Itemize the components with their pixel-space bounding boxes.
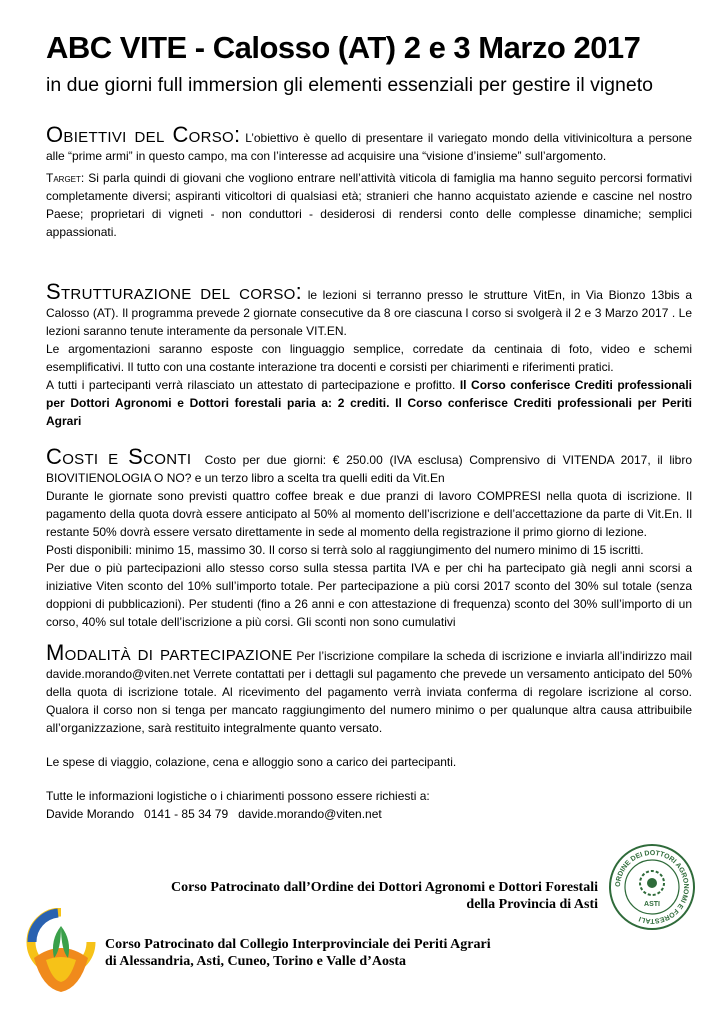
strutturazione-text-3: A tutti i partecipanti verrà rilasciato un attestato di partecipazione e profitto. xyxy=(46,378,456,392)
target-label: Target: xyxy=(46,171,85,185)
seal-ring-text: ORDINE DEI DOTTORI AGRONOMI E FORESTALI xyxy=(614,849,690,925)
strutturazione-text-2: Le argomentazioni saranno esposte con linguaggio semplice, corredate da centinaia di foto, video e schemi esemplificativi. Il tutto con una costante interazione tra docenti e corsisti per chiarimenti e riferimenti pratici. xyxy=(46,342,692,374)
strutturazione-text-1: le lezioni si terranno presso le strutture VitEn, in Via Bionzo 13bis a Calosso (AT). Il programma prevede 2 giornate consecutive da 8 ore ciascuna l corso si svolgerà il 2 e 3 Marzo 2017 . Le lezioni saranno tenute interamente da personale VIT.EN. xyxy=(46,288,693,338)
costi-text-3: Posti disponibili: minimo 15, massimo 30. Il corso si terrà solo al raggiungimento del numero minimo di 15 iscritti. xyxy=(46,543,644,557)
costi-text-1: Costo per due giorni: € 250.00 (IVA esclusa) Comprensivo di VITENDA 2017, il libro BIOVITIENOLOGIA O NO? e un terzo libro a scelta tra quelli editi da Vit.En xyxy=(46,453,693,485)
section-strutturazione xyxy=(46,279,693,430)
target-text: Si parla quindi di giovani che vogliono entrare nell’attività viticola di famiglia ma hanno seguito percorsi formativi completamente diversi; aspiranti viticoltori di qualsiasi età; stranieri che hanno acquistato aziende e cascine nel nostro Paese; proprietari di vigneti - non conduttori - desiderosi di rendersi conto delle complesse dinamiche; semplici appassionati. xyxy=(46,171,692,239)
patronage-line-3: Corso Patrocinato dal Collegio Interprovinciale dei Periti Agrari xyxy=(105,937,491,952)
modalita-text-3: Tutte le informazioni logistiche o i chiarimenti possono essere richiesti a: xyxy=(46,789,430,803)
ordine-agronomi-seal-icon xyxy=(608,843,696,931)
page-title: ABC VITE - Calosso (AT) 2 e 3 Marzo 2017 xyxy=(46,30,641,65)
heading-modalita: Modalità di partecipazione xyxy=(46,640,293,665)
periti-agrari-logo-icon xyxy=(20,908,102,996)
page-subtitle: in due giorni full immersion gli elementi essenziali per gestire il vigneto xyxy=(46,74,653,96)
costi-text-2: Durante le giornate sono previsti quattro coffee break e due pranzi di lavoro COMPRESI nella quota di iscrizione. Il pagamento della quota dovrà essere anticipato al 50% al momento dell’iscrizione e dell’accettazione da parte di Vit.En. Il restante 50% dovrà essere versato direttamente in sede al momento della registrazione il primo giorno di lezione. xyxy=(46,489,692,539)
patronage-line-4: di Alessandria, Asti, Cuneo, Torino e Valle d’Aosta xyxy=(105,954,407,969)
costi-text-4: Per due o più partecipazioni allo stesso corso sulla stessa partita IVA e per chi ha partecipato già negli anni scorsi a iniziative Viten sconto del 10% sull’importo totale. Per partecipazione a più corsi 2017 sconto del 30% sul totale (senza doppioni di pubblicazioni). Per studenti (fino a 26 anni e con attestazione di frequenza) sconto del 30% sull’importo di un corso, 40% sul totale dell’iscrizione a più corsi. Gli sconti non sono cumulativi xyxy=(46,561,692,629)
heading-costi: Costi e Sconti xyxy=(46,444,192,469)
heading-strutturazione: Strutturazione del corso: xyxy=(46,279,303,304)
seal-center-text: ASTI xyxy=(644,901,660,908)
patronage-agronomi xyxy=(110,879,598,913)
section-costi xyxy=(46,444,693,631)
crediti-text: Il Corso conferisce Crediti professionali per Dottori Agronomi e Dottori forestali paria a: 2 crediti. Il Corso conferisce Crediti professionali per Periti Agrari xyxy=(46,378,692,428)
patronage-line-1: Corso Patrocinato dall’Ordine dei Dottori Agronomi e Dottori Forestali xyxy=(171,880,598,895)
patronage-periti xyxy=(105,936,565,970)
contact-line: Davide Morando 0141 - 85 34 79 davide.morando@viten.net xyxy=(46,807,382,821)
section-modalita xyxy=(46,640,693,823)
obiettivi-text: L’obiettivo è quello di presentare il variegato mondo della vitivinicoltura a persone alle “prime armi” in questo campo, ma con l’interesse ad acquisire una “visione d’insieme” sull’argomento. xyxy=(46,131,692,163)
patronage-line-2: della Provincia di Asti xyxy=(466,897,598,912)
heading-obiettivi: Obiettivi del Corso: xyxy=(46,122,241,147)
modalita-text-2: Le spese di viaggio, colazione, cena e alloggio sono a carico dei partecipanti. xyxy=(46,755,457,769)
modalita-text-1: Per l’iscrizione compilare la scheda di iscrizione e inviarla all’indirizzo mail davide.morando@viten.net Verrete contattati per i dettagli sul pagamento che prevede un versamento anticipato del 50% della quota di iscrizione totale. Al ricevimento del pagamento verrà inviata conferma di regolare iscrizione al corso. Qualora il corso non si tenga per mancato raggiungimento del numero minimo o per qualunque altra causa attribuibile all’organizzazione, sarà restituito integralmente quanto versato. xyxy=(46,649,693,735)
section-obiettivi xyxy=(46,122,692,241)
